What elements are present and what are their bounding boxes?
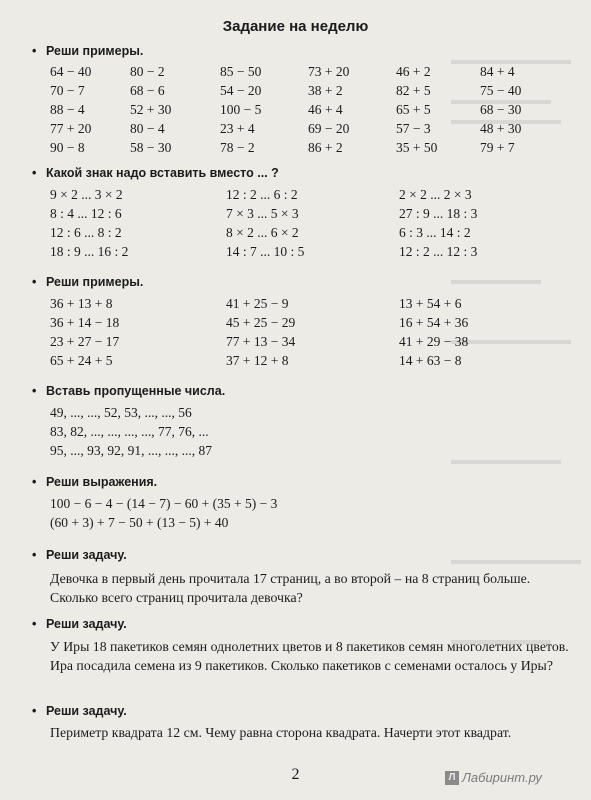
section-heading [32, 617, 127, 631]
comparison: 12 : 6 ... 8 : 2 [50, 225, 122, 240]
number-sequence: 49, ..., ..., 52, 53, ..., ..., 56 [50, 405, 192, 420]
example: 58 − 30 [130, 140, 172, 155]
bullet-icon: • [32, 275, 37, 289]
section-heading [32, 384, 225, 398]
grid-row [50, 204, 549, 223]
example: 73 + 20 [308, 64, 350, 79]
example: 80 − 4 [130, 121, 165, 136]
page-title: Задание на неделю [222, 18, 369, 35]
example: 48 + 30 [480, 121, 522, 136]
section-heading-text: Реши задачу. [46, 704, 127, 718]
comparison: 18 : 9 ... 16 : 2 [50, 244, 129, 259]
section-heading-text: Реши примеры. [46, 275, 144, 289]
comparison: 12 : 2 ... 6 : 2 [226, 187, 298, 202]
missing-numbers-list [50, 403, 212, 460]
example: 23 + 27 − 17 [50, 334, 120, 349]
example: 64 − 40 [50, 64, 92, 79]
example: 80 − 2 [130, 64, 165, 79]
comparison: 2 × 2 ... 2 × 3 [399, 187, 472, 202]
bullet-icon: • [32, 166, 37, 180]
examples-grid-1 [50, 62, 560, 157]
section-heading-text: Вставь пропущенные числа. [46, 384, 226, 398]
example: 16 + 54 + 36 [399, 315, 469, 330]
comparison: 12 : 2 ... 12 : 3 [399, 244, 478, 259]
grid-row [50, 351, 549, 370]
grid-row [50, 294, 549, 313]
example: 85 − 50 [220, 64, 262, 79]
watermark [445, 770, 542, 785]
grid-row [50, 242, 549, 261]
example: 14 + 63 − 8 [399, 353, 462, 368]
section-heading [32, 44, 143, 58]
section-heading [32, 548, 127, 562]
comparison: 14 : 7 ... 10 : 5 [226, 244, 305, 259]
word-problem-text: Девочка в первый день прочитала 17 страниц, а во второй – на 8 страниц больше. Сколько всего страниц прочитала девочка? [50, 571, 531, 605]
expressions-list [50, 494, 277, 532]
example: 41 + 29 − 38 [399, 334, 469, 349]
number-sequence: 95, ..., 93, 92, 91, ..., ..., ..., 87 [50, 443, 212, 458]
comparison: 8 × 2 ... 6 × 2 [226, 225, 299, 240]
bullet-icon: • [32, 548, 37, 562]
comparison-grid [50, 185, 549, 261]
example: 77 + 20 [50, 121, 92, 136]
example: 41 + 25 − 9 [226, 296, 289, 311]
example: 54 − 20 [220, 83, 262, 98]
expression: 100 − 6 − 4 − (14 − 7) − 60 + (35 + 5) − 3 [50, 496, 278, 511]
example: 90 − 8 [50, 140, 85, 155]
bullet-icon: • [32, 704, 37, 718]
example: 78 − 2 [220, 140, 255, 155]
example: 82 + 5 [396, 83, 431, 98]
bullet-icon: • [32, 617, 37, 631]
comparison: 6 : 3 ... 14 : 2 [399, 225, 471, 240]
grid-row [50, 62, 560, 81]
section-heading-text: Реши задачу. [46, 617, 127, 631]
grid-row [50, 332, 549, 351]
example: 79 + 7 [480, 140, 515, 155]
section-heading [32, 275, 143, 289]
bullet-icon: • [32, 384, 37, 398]
bullet-icon: • [32, 44, 37, 58]
comparison: 8 : 4 ... 12 : 6 [50, 206, 122, 221]
word-problem-text: Периметр квадрата 12 см. Чему равна сторона квадрата. Начерти этот квадрат. [50, 725, 512, 740]
example: 77 + 13 − 34 [226, 334, 296, 349]
example: 68 − 6 [130, 83, 165, 98]
bullet-icon: • [32, 475, 37, 489]
example: 57 − 3 [396, 121, 431, 136]
examples-grid-2 [50, 294, 549, 370]
comparison: 9 × 2 ... 3 × 2 [50, 187, 123, 202]
grid-row [50, 138, 560, 157]
section-heading-text: Реши выражения. [46, 475, 158, 489]
section-heading [32, 704, 127, 718]
expression: (60 + 3) + 7 − 50 + (13 − 5) + 40 [50, 515, 229, 530]
example: 46 + 2 [396, 64, 431, 79]
example: 36 + 13 + 8 [50, 296, 113, 311]
page-number: 2 [291, 766, 300, 783]
example: 100 − 5 [220, 102, 262, 117]
section-heading [32, 475, 157, 489]
example: 52 + 30 [130, 102, 172, 117]
example: 70 − 7 [50, 83, 85, 98]
grid-row [50, 185, 549, 204]
example: 35 + 50 [396, 140, 438, 155]
comparison: 7 × 3 ... 5 × 3 [226, 206, 299, 221]
grid-row [50, 223, 549, 242]
example: 84 + 4 [480, 64, 515, 79]
example: 46 + 4 [308, 102, 343, 117]
example: 65 + 5 [396, 102, 431, 117]
example: 68 − 30 [480, 102, 522, 117]
example: 75 − 40 [480, 83, 522, 98]
word-problem-text: У Иры 18 пакетиков семян однолетних цветов и 8 пакетиков семян многолетних цветов. Ира посадила семена из 9 пакетиков. Сколько пакетиков с семенами осталось у Иры? [50, 639, 569, 673]
example: 38 + 2 [308, 83, 343, 98]
labirint-logo-icon: Л [445, 771, 459, 785]
example: 69 − 20 [308, 121, 350, 136]
watermark-text: Лабиринт.ру [462, 770, 542, 785]
section-heading-text: Реши примеры. [46, 44, 144, 58]
comparison: 27 : 9 ... 18 : 3 [399, 206, 478, 221]
example: 86 + 2 [308, 140, 343, 155]
section-heading [32, 166, 279, 180]
example: 37 + 12 + 8 [226, 353, 289, 368]
grid-row [50, 119, 560, 138]
grid-row [50, 81, 560, 100]
example: 36 + 14 − 18 [50, 315, 120, 330]
example: 13 + 54 + 6 [399, 296, 462, 311]
example: 45 + 25 − 29 [226, 315, 296, 330]
grid-row [50, 100, 560, 119]
example: 88 − 4 [50, 102, 85, 117]
section-heading-text: Какой знак надо вставить вместо ... ? [46, 166, 279, 180]
example: 23 + 4 [220, 121, 255, 136]
section-heading-text: Реши задачу. [46, 548, 127, 562]
grid-row [50, 313, 549, 332]
number-sequence: 83, 82, ..., ..., ..., ..., 77, 76, ... [50, 424, 209, 439]
example: 65 + 24 + 5 [50, 353, 113, 368]
